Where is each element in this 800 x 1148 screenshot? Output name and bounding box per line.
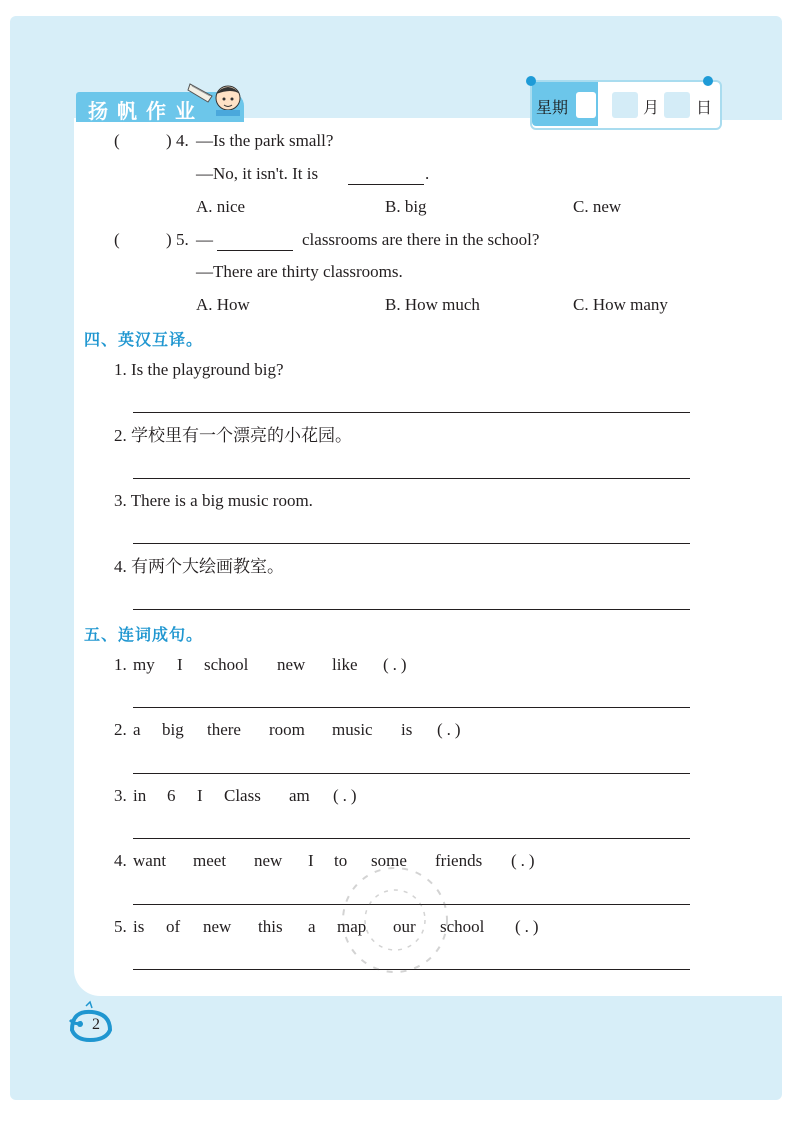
- weekday-label: 星期: [536, 98, 569, 117]
- scrambled-word: to: [334, 851, 348, 870]
- option-c: C. How many: [573, 295, 668, 314]
- mascot-icon: [186, 78, 248, 118]
- scrambled-word: friends: [435, 851, 483, 870]
- scrambled-word: is: [133, 917, 145, 936]
- scrambled-word: new: [254, 851, 283, 870]
- scrambled-word: is: [401, 720, 413, 739]
- answer-line[interactable]: [133, 773, 690, 774]
- answer-line[interactable]: [133, 478, 690, 479]
- option-a: A. nice: [196, 197, 246, 216]
- scrambled-word: big: [162, 720, 184, 739]
- answer-line[interactable]: [133, 412, 690, 413]
- scrambled-word: map: [337, 917, 367, 936]
- scrambled-word: am: [289, 786, 310, 805]
- question-text: —Is the park small?: [196, 131, 334, 150]
- stamp-watermark-icon: [330, 855, 460, 985]
- scrambled-word: music: [332, 720, 373, 739]
- scrambled-word: new: [277, 655, 306, 674]
- translate-item: 2. 学校里有一个漂亮的小花园。: [114, 426, 352, 445]
- month-field[interactable]: [612, 92, 638, 118]
- scrambled-word: (.): [333, 786, 361, 805]
- scrambled-word: (.): [515, 917, 543, 936]
- question-text: classrooms are there in the school?: [302, 230, 540, 249]
- translate-item: 4. 有两个大绘画教室。: [114, 557, 284, 576]
- scrambled-word: like: [332, 655, 358, 674]
- fill-blank[interactable]: [348, 164, 424, 185]
- section-title: 五、连词成句。: [84, 625, 204, 644]
- scrambled-word: Class: [224, 786, 261, 805]
- scrambled-word: (.): [511, 851, 539, 870]
- answer-paren-open: (: [114, 131, 120, 150]
- page-number-logo-icon: [66, 1000, 116, 1044]
- scrambled-word: meet: [193, 851, 227, 870]
- item-number: 2.: [114, 720, 127, 739]
- item-number: 1.: [114, 655, 127, 674]
- scrambled-word: of: [166, 917, 181, 936]
- scrambled-word: some: [371, 851, 407, 870]
- scrambled-word: I: [197, 786, 203, 805]
- page-number: 2: [92, 1016, 100, 1033]
- day-label: 日: [696, 98, 713, 117]
- scrambled-word: this: [258, 917, 283, 936]
- answer-paren-close: ): [166, 131, 172, 150]
- answer-line[interactable]: [133, 609, 690, 610]
- item-number: 3.: [114, 786, 127, 805]
- section-title: 四、英汉互译。: [84, 330, 204, 349]
- scrambled-word: 6: [167, 786, 176, 805]
- scrambled-word: my: [133, 655, 155, 674]
- item-number: 4.: [114, 851, 127, 870]
- option-b: B. big: [385, 197, 427, 216]
- question-number: 4.: [176, 131, 189, 150]
- answer-line[interactable]: [133, 707, 690, 708]
- pin-icon: [703, 76, 713, 86]
- month-label: 月: [643, 98, 660, 117]
- scrambled-word: in: [133, 786, 147, 805]
- scrambled-word: a: [308, 917, 316, 936]
- brand-title: 扬帆作业: [88, 99, 204, 123]
- scrambled-word: (.): [437, 720, 465, 739]
- weekday-field[interactable]: [576, 92, 596, 118]
- scrambled-word: room: [269, 720, 305, 739]
- item-number: 5.: [114, 917, 127, 936]
- day-field[interactable]: [664, 92, 690, 118]
- scrambled-word: there: [207, 720, 241, 739]
- scrambled-word: I: [308, 851, 314, 870]
- scrambled-word: I: [177, 655, 183, 674]
- scrambled-word: want: [133, 851, 167, 870]
- question-text: —There are thirty classrooms.: [196, 262, 403, 281]
- answer-line[interactable]: [133, 543, 690, 544]
- question-text: —: [196, 230, 213, 249]
- pin-icon: [526, 76, 536, 86]
- question-text: .: [425, 164, 430, 183]
- translate-item: 3. There is a big music room.: [114, 491, 313, 510]
- scrambled-word: a: [133, 720, 141, 739]
- question-text: —No, it isn't. It is: [196, 164, 319, 183]
- option-c: C. new: [573, 197, 622, 216]
- scrambled-word: new: [203, 917, 232, 936]
- scrambled-word: school: [440, 917, 485, 936]
- translate-item: 1. Is the playground big?: [114, 360, 284, 379]
- option-a: A. How: [196, 295, 250, 314]
- option-b: B. How much: [385, 295, 480, 314]
- scrambled-word: (.): [383, 655, 411, 674]
- answer-paren-open: (: [114, 230, 120, 249]
- scrambled-word: school: [204, 655, 249, 674]
- question-number: 5.: [176, 230, 189, 249]
- answer-line[interactable]: [133, 838, 690, 839]
- scrambled-word: our: [393, 917, 416, 936]
- fill-blank[interactable]: [217, 230, 293, 251]
- answer-paren-close: ): [166, 230, 172, 249]
